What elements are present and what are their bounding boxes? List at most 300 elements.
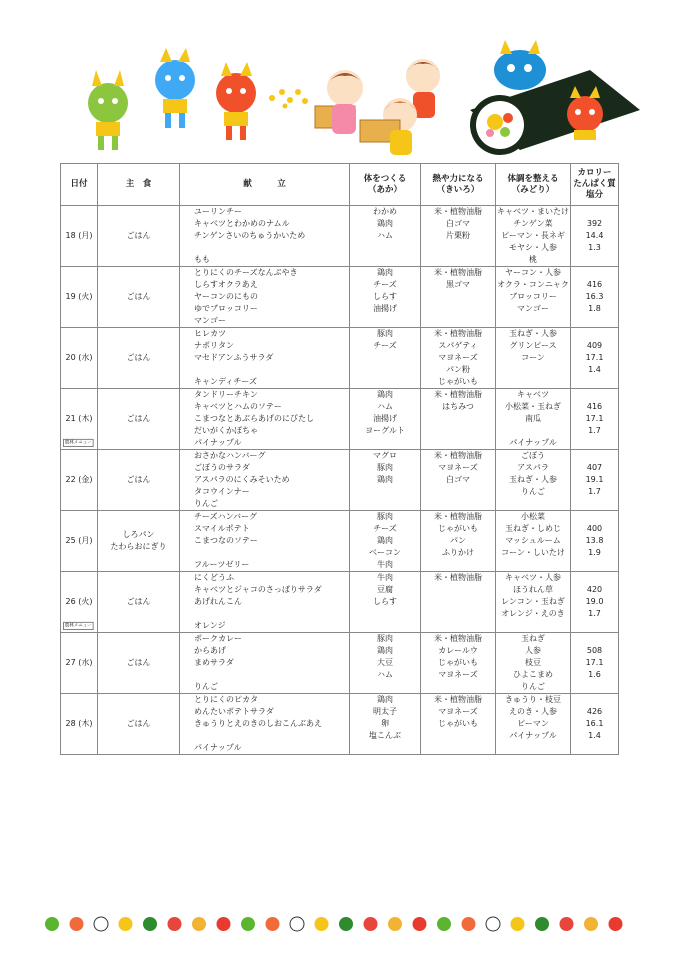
ingredient bbox=[421, 425, 495, 437]
staple-cell bbox=[98, 328, 180, 389]
dish-name bbox=[194, 242, 349, 254]
ingredient: 人参 bbox=[525, 646, 541, 655]
ingredient: 枝豆 bbox=[525, 658, 541, 667]
header-green-line2: （みどり） bbox=[511, 184, 555, 195]
ingredient bbox=[350, 376, 420, 388]
ingredient bbox=[496, 620, 570, 632]
ingredient: 塩こんぶ bbox=[369, 731, 401, 740]
dish-name: ヒレカツ bbox=[194, 329, 226, 338]
ingredient: マヨネーズ bbox=[438, 353, 478, 362]
ingredient: 米・植物油脂 bbox=[434, 268, 482, 277]
table-row bbox=[61, 450, 619, 511]
ingredient: マヨネーズ bbox=[438, 670, 478, 679]
ingredient: コーン bbox=[521, 353, 545, 362]
ingredient: マヨネーズ bbox=[438, 463, 478, 472]
nutrition-value: 1.9 bbox=[588, 548, 601, 557]
nutrition-value: 392 bbox=[586, 219, 603, 228]
ingredient bbox=[350, 254, 420, 266]
nutrition-cell bbox=[571, 633, 619, 694]
dish-name: にくどうふ bbox=[194, 573, 234, 582]
staple-food: ごはん bbox=[126, 414, 151, 423]
ingredient: チーズ bbox=[373, 341, 397, 350]
ingredient: 米・植物油脂 bbox=[434, 695, 482, 704]
menu-table-body bbox=[61, 206, 619, 755]
ingredient: オクラ・コンニャク bbox=[497, 280, 569, 289]
dish-name: ヤーコンのにもの bbox=[194, 292, 258, 301]
dish-name: めんたいポテトサラダ bbox=[194, 707, 274, 716]
nutrition-value: 16.3 bbox=[585, 292, 604, 301]
ingredient bbox=[421, 254, 495, 266]
tempura-icon bbox=[388, 917, 402, 931]
red-group-cell bbox=[350, 267, 421, 328]
staple-cell bbox=[98, 206, 180, 267]
ingredient: キャベツ bbox=[517, 390, 549, 399]
green-group-cell bbox=[496, 633, 571, 694]
ingredient bbox=[350, 742, 420, 754]
staple-cell bbox=[98, 572, 180, 633]
dish-name: きゅうりとえのきのしおこんぶあえ bbox=[194, 719, 322, 728]
staple-cell bbox=[98, 389, 180, 450]
ingredient: スパゲティ bbox=[438, 341, 478, 350]
staple-food: しろパン bbox=[122, 530, 155, 539]
ingredient: オレンジ・えのき bbox=[501, 609, 565, 618]
ingredient: 明太子 bbox=[373, 707, 397, 716]
dish-name: チンゲンさいのちゅうかいため bbox=[194, 231, 306, 240]
date-text: 27 (水) bbox=[65, 658, 93, 667]
dish-name: こまつなとあぶらあげのにびたし bbox=[194, 414, 314, 423]
red-group-cell bbox=[350, 511, 421, 572]
shrimp-icon bbox=[266, 917, 280, 931]
nutrition-cell bbox=[571, 450, 619, 511]
special-menu-tag: 農林メニュー bbox=[64, 439, 92, 446]
dish-name: あげれんこん bbox=[194, 597, 242, 606]
dish-name: おさかなハンバーグ bbox=[194, 451, 266, 460]
yellow-group-cell bbox=[421, 450, 496, 511]
thrown-beans bbox=[269, 89, 308, 109]
yellow-group-cell bbox=[421, 328, 496, 389]
date-text: 20 (水) bbox=[65, 353, 93, 362]
nutrition-value: 14.4 bbox=[585, 231, 604, 240]
ingredient: 鶏肉 bbox=[377, 475, 393, 484]
ingredient: 玉ねぎ・人参 bbox=[509, 475, 557, 484]
dish-name: キャベツとジャコのさっぱりサラダ bbox=[194, 585, 322, 594]
ingredient: アスパラ bbox=[517, 463, 549, 472]
dishes-cell bbox=[180, 206, 350, 267]
yellow-group-cell bbox=[421, 267, 496, 328]
octopus-icon bbox=[168, 917, 182, 931]
ingredient: えのき・人参 bbox=[509, 707, 557, 716]
dish-name: ナポリタン bbox=[194, 341, 234, 350]
table-row bbox=[61, 389, 619, 450]
dish-name: チーズハンバーグ bbox=[194, 512, 258, 521]
ingredient bbox=[421, 498, 495, 510]
nutrition-cell bbox=[571, 511, 619, 572]
ingredient: じゃがいも bbox=[438, 719, 478, 728]
ingredient: マンゴー bbox=[517, 304, 549, 313]
ingredient: 鶏肉 bbox=[377, 219, 393, 228]
header-yellow-line1: 熱や力になる bbox=[432, 173, 484, 184]
ingredient: 小松菜 bbox=[521, 512, 545, 521]
shrimp-icon bbox=[462, 917, 476, 931]
nutrition-value: 1.7 bbox=[588, 609, 601, 618]
nutrition-value: 1.7 bbox=[588, 487, 601, 496]
ingredient bbox=[421, 620, 495, 632]
ingredient: 油揚げ bbox=[373, 304, 397, 313]
staple-food: ごはん bbox=[126, 719, 151, 728]
staple-food: ごはん bbox=[126, 292, 151, 301]
ingredient: ひよこまめ bbox=[513, 670, 553, 679]
tomato-icon bbox=[609, 917, 623, 931]
egg-icon bbox=[315, 917, 329, 931]
ingredient bbox=[421, 437, 495, 449]
ingredient: 油揚げ bbox=[373, 414, 397, 423]
dish-name: タンドリーチキン bbox=[194, 390, 258, 399]
ingredient: 南瓜 bbox=[525, 414, 541, 423]
dishes-cell bbox=[180, 267, 350, 328]
ingredient: 米・植物油脂 bbox=[434, 329, 482, 338]
date-cell bbox=[61, 694, 98, 755]
ingredient: ハム bbox=[377, 402, 393, 411]
ingredient: きゅうり・枝豆 bbox=[505, 695, 561, 704]
ingredient bbox=[350, 437, 420, 449]
blue-oni-on-roll bbox=[494, 40, 546, 90]
staple-food: たわらおにぎり bbox=[110, 542, 167, 551]
ingredient: 米・植物油脂 bbox=[434, 634, 482, 643]
ingredient bbox=[421, 413, 495, 425]
ingredient: しらす bbox=[373, 597, 397, 606]
staple-cell bbox=[98, 694, 180, 755]
ingredient: パン bbox=[450, 536, 466, 545]
table-row bbox=[61, 633, 619, 694]
red-group-cell bbox=[350, 694, 421, 755]
ingredient bbox=[421, 742, 495, 754]
ingredient: 片栗粉 bbox=[446, 231, 470, 240]
date-text: 26 (火) bbox=[65, 597, 93, 606]
nutrition-cell bbox=[571, 572, 619, 633]
dishes-cell bbox=[180, 633, 350, 694]
ingredient: モヤシ・人参 bbox=[509, 243, 557, 252]
ingredient bbox=[350, 242, 420, 254]
date-text: 28 (木) bbox=[65, 719, 93, 728]
lettuce-icon bbox=[241, 917, 255, 931]
ingredient bbox=[496, 315, 570, 327]
ingredient: ヨーグルト bbox=[365, 426, 405, 435]
dish-name bbox=[194, 364, 349, 376]
date-text: 21 (木) bbox=[65, 414, 93, 423]
header-red-line1: 体をつくる bbox=[363, 173, 407, 184]
lettuce-icon bbox=[45, 917, 59, 931]
staple-food: ごはん bbox=[126, 658, 151, 667]
onigiri-icon bbox=[290, 917, 304, 931]
red-group-cell bbox=[350, 633, 421, 694]
table-row bbox=[61, 267, 619, 328]
ingredient: 米・植物油脂 bbox=[434, 512, 482, 521]
nutrition-value: 13.8 bbox=[585, 536, 604, 545]
green-group-cell bbox=[496, 511, 571, 572]
header-green-group bbox=[496, 164, 571, 206]
nutrition-cell bbox=[571, 206, 619, 267]
ingredient bbox=[350, 315, 420, 327]
dish-name bbox=[194, 608, 349, 620]
dish-name: だいがくかぼちゃ bbox=[194, 426, 258, 435]
date-text: 25 (月) bbox=[65, 536, 93, 545]
date-cell bbox=[61, 328, 98, 389]
ingredient: ハム bbox=[377, 231, 393, 240]
dish-name: こまつなのソテー bbox=[194, 536, 258, 545]
ingredient bbox=[350, 498, 420, 510]
dish-name: キャベツとわかめのナムル bbox=[194, 219, 290, 228]
ingredient: 米・植物油脂 bbox=[434, 390, 482, 399]
table-row bbox=[61, 511, 619, 572]
ingredient: マヨネーズ bbox=[438, 707, 478, 716]
ingredient bbox=[421, 303, 495, 315]
ingredient: 鶏肉 bbox=[377, 536, 393, 545]
octopus-icon bbox=[364, 917, 378, 931]
ingredient bbox=[350, 620, 420, 632]
header-calorie: カロリー bbox=[577, 168, 612, 178]
ingredient: ピーマン・長ネギ bbox=[501, 231, 565, 240]
ingredient: パン粉 bbox=[446, 365, 470, 374]
ingredient bbox=[350, 364, 420, 376]
ingredient: グリンピース bbox=[509, 341, 557, 350]
ingredient: わかめ bbox=[373, 207, 397, 216]
ingredient: ピーマン bbox=[517, 719, 549, 728]
ingredient bbox=[496, 498, 570, 510]
ingredient: カレールウ bbox=[438, 646, 478, 655]
yellow-group-cell bbox=[421, 694, 496, 755]
octopus-icon bbox=[560, 917, 574, 931]
nutrition-value: 409 bbox=[586, 341, 603, 350]
nutrition-value: 407 bbox=[586, 463, 603, 472]
ingredient: 米・植物油脂 bbox=[434, 451, 482, 460]
staple-food: ごはん bbox=[126, 353, 151, 362]
ingredient: 豚肉 bbox=[377, 634, 393, 643]
yellow-group-cell bbox=[421, 389, 496, 450]
ingredient: 鶏肉 bbox=[377, 695, 393, 704]
tomato-icon bbox=[217, 917, 231, 931]
ingredient: キャベツ・人参 bbox=[505, 573, 561, 582]
green-group-cell bbox=[496, 694, 571, 755]
dish-name: まめサラダ bbox=[194, 658, 234, 667]
ingredient bbox=[496, 364, 570, 376]
nutrition-value: 416 bbox=[586, 402, 603, 411]
ingredient: 白ゴマ bbox=[446, 219, 470, 228]
ingredient: ヤーコン・人参 bbox=[505, 268, 561, 277]
ingredient: 卵 bbox=[381, 719, 389, 728]
table-row bbox=[61, 328, 619, 389]
ingredient: 大豆 bbox=[377, 658, 393, 667]
ingredient: 玉ねぎ・しめじ bbox=[505, 524, 561, 533]
nutrition-value: 1.8 bbox=[588, 304, 601, 313]
header-date: 日付 bbox=[61, 164, 98, 206]
ingredient: チーズ bbox=[373, 524, 397, 533]
header-protein: たんぱく質 bbox=[573, 179, 616, 189]
nutrition-value: 420 bbox=[586, 585, 603, 594]
nutrition-value: 1.6 bbox=[588, 670, 601, 679]
nutrition-cell bbox=[571, 328, 619, 389]
ingredient: 豚肉 bbox=[377, 512, 393, 521]
nutrition-cell bbox=[571, 267, 619, 328]
dish-name: からあげ bbox=[194, 646, 226, 655]
table-header-row bbox=[61, 164, 619, 206]
red-oni-figure bbox=[216, 62, 256, 140]
broccoli-icon bbox=[339, 917, 353, 931]
ingredient bbox=[350, 681, 420, 693]
tempura-icon bbox=[192, 917, 206, 931]
ingredient: 小松菜・玉ねぎ bbox=[505, 402, 561, 411]
tempura-icon bbox=[584, 917, 598, 931]
ingredient: パイナップル bbox=[509, 438, 557, 447]
table-row bbox=[61, 572, 619, 633]
ingredient: コーン・しいたけ bbox=[501, 548, 565, 557]
ingredient: ほうれん草 bbox=[513, 585, 553, 594]
dish-name: とりにくのピカタ bbox=[194, 695, 258, 704]
nutrition-value: 416 bbox=[586, 280, 603, 289]
date-text: 22 (金) bbox=[65, 475, 93, 484]
header-nutrition bbox=[571, 164, 619, 206]
dish-name: ゆでブロッコリー bbox=[194, 304, 258, 313]
dish-name bbox=[194, 730, 349, 742]
dish-name: マンゴー bbox=[194, 316, 226, 325]
ingredient bbox=[421, 315, 495, 327]
lettuce-icon bbox=[437, 917, 451, 931]
header-red-group bbox=[350, 164, 421, 206]
ingredient: ごぼう bbox=[521, 451, 545, 460]
blue-oni-figure bbox=[155, 48, 195, 128]
ingredient bbox=[421, 486, 495, 498]
ingredient: 米・植物油脂 bbox=[434, 573, 482, 582]
yellow-group-cell bbox=[421, 206, 496, 267]
dishes-cell bbox=[180, 328, 350, 389]
nutrition-value: 17.1 bbox=[585, 353, 604, 362]
ingredient: 牛肉 bbox=[377, 560, 393, 569]
ingredient: 米・植物油脂 bbox=[434, 207, 482, 216]
ingredient: じゃがいも bbox=[438, 524, 478, 533]
dish-name bbox=[194, 669, 349, 681]
ingredient: マッシュルーム bbox=[505, 536, 561, 545]
table-row bbox=[61, 206, 619, 267]
ingredient bbox=[421, 584, 495, 596]
header-salt: 塩分 bbox=[585, 190, 603, 200]
date-cell bbox=[61, 572, 98, 633]
dish-name: りんご bbox=[194, 682, 218, 691]
green-group-cell bbox=[496, 389, 571, 450]
ingredient: パイナップル bbox=[509, 731, 557, 740]
ingredient bbox=[421, 559, 495, 571]
ingredient bbox=[496, 376, 570, 388]
ingredient bbox=[421, 596, 495, 608]
ingredient bbox=[496, 742, 570, 754]
ingredient: 白ゴマ bbox=[446, 475, 470, 484]
ingredient: しらす bbox=[373, 292, 397, 301]
ingredient: レンコン・玉ねぎ bbox=[501, 597, 565, 606]
ingredient: ベーコン bbox=[369, 548, 401, 557]
nutrition-value: 19.1 bbox=[585, 475, 604, 484]
ingredient: 鶏肉 bbox=[377, 646, 393, 655]
dishes-cell bbox=[180, 694, 350, 755]
table-row bbox=[61, 694, 619, 755]
dishes-cell bbox=[180, 511, 350, 572]
ehomaki-sushi-roll bbox=[470, 70, 640, 155]
ingredient: ふりかけ bbox=[442, 548, 474, 557]
dish-name: キャベツとハムのソテー bbox=[194, 402, 282, 411]
nutrition-value: 17.1 bbox=[585, 658, 604, 667]
dish-name: フルーツゼリー bbox=[194, 560, 250, 569]
staple-cell bbox=[98, 633, 180, 694]
ingredient: 鶏肉 bbox=[377, 390, 393, 399]
staple-cell bbox=[98, 450, 180, 511]
header-staple: 主 食 bbox=[98, 164, 180, 206]
dish-name: ユーリンチー bbox=[194, 207, 242, 216]
dish-name: パイナップル bbox=[194, 438, 242, 447]
dish-name: とりにくのチーズなんぶやき bbox=[194, 268, 298, 277]
yellow-group-cell bbox=[421, 511, 496, 572]
date-text: 18 (月) bbox=[65, 231, 93, 240]
staple-food: ごはん bbox=[126, 475, 151, 484]
ingredient bbox=[421, 608, 495, 620]
ingredient: じゃがいも bbox=[438, 658, 478, 667]
dish-name: スマイルポテト bbox=[194, 524, 250, 533]
ingredient bbox=[421, 730, 495, 742]
nutrition-cell bbox=[571, 389, 619, 450]
dish-name: りんご bbox=[194, 499, 218, 508]
dish-name: オレンジ bbox=[194, 621, 226, 630]
nutrition-value: 17.1 bbox=[585, 414, 604, 423]
setsubun-illustration bbox=[0, 0, 678, 160]
date-cell bbox=[61, 206, 98, 267]
ingredient: 豆腐 bbox=[377, 585, 393, 594]
nutrition-value: 1.3 bbox=[588, 243, 601, 252]
dish-name: ごぼうのサラダ bbox=[194, 463, 250, 472]
staple-cell bbox=[98, 267, 180, 328]
date-cell bbox=[61, 267, 98, 328]
ingredient: 玉ねぎ bbox=[521, 634, 545, 643]
broccoli-icon bbox=[143, 917, 157, 931]
ingredient: チーズ bbox=[373, 280, 397, 289]
tomato-icon bbox=[413, 917, 427, 931]
date-text: 19 (火) bbox=[65, 292, 93, 301]
green-group-cell bbox=[496, 450, 571, 511]
ingredient: りんご bbox=[521, 682, 545, 691]
red-group-cell bbox=[350, 572, 421, 633]
dish-name: パイナップル bbox=[194, 743, 242, 752]
date-cell bbox=[61, 389, 98, 450]
ingredient bbox=[421, 242, 495, 254]
onigiri-icon bbox=[486, 917, 500, 931]
egg-icon bbox=[119, 917, 133, 931]
dish-name: アスパラのにくみそいため bbox=[194, 475, 290, 484]
nutrition-value: 16.1 bbox=[585, 719, 604, 728]
green-oni-figure bbox=[88, 70, 128, 150]
header-green-line1: 体調を整える bbox=[507, 173, 559, 184]
nutrition-value: 426 bbox=[586, 707, 603, 716]
ingredient bbox=[350, 486, 420, 498]
nutrition-value: 1.7 bbox=[588, 426, 601, 435]
ingredient: マグロ bbox=[373, 451, 397, 460]
green-group-cell bbox=[496, 572, 571, 633]
header-red-line2: （あか） bbox=[367, 184, 402, 195]
shrimp-icon bbox=[70, 917, 84, 931]
yellow-group-cell bbox=[421, 633, 496, 694]
ingredient bbox=[496, 425, 570, 437]
ingredient: りんご bbox=[521, 487, 545, 496]
special-menu-tag: 農林メニュー bbox=[64, 622, 92, 629]
dish-name: タコウインナー bbox=[194, 487, 250, 496]
ingredient: ブロッコリー bbox=[509, 292, 557, 301]
staple-food: ごはん bbox=[126, 231, 151, 240]
green-group-cell bbox=[496, 206, 571, 267]
staple-food: ごはん bbox=[126, 597, 151, 606]
